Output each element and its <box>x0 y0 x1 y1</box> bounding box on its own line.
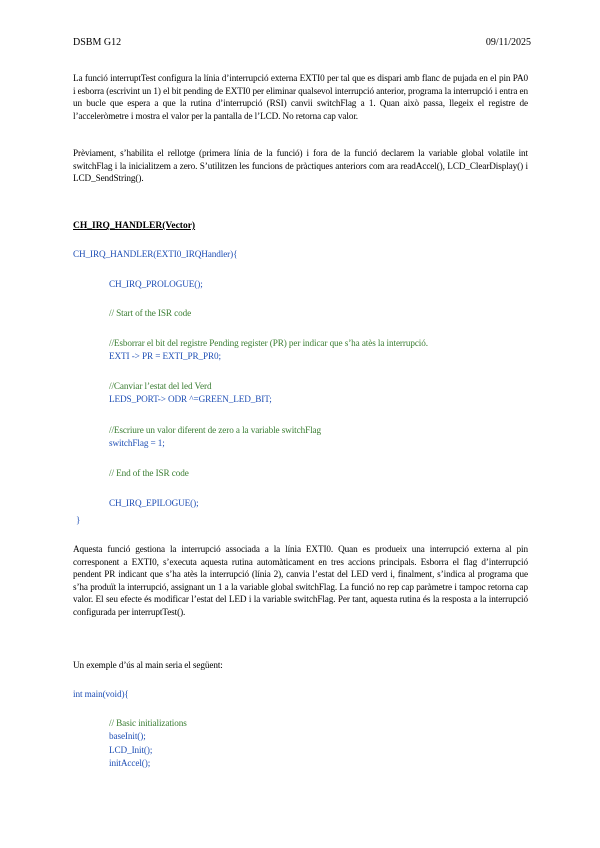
main-line-baseinit: baseInit(); <box>109 731 146 741</box>
handler-epilogue: CH_IRQ_EPILOGUE(); <box>109 498 199 508</box>
comment-start: // Start of the ISR code <box>109 308 192 318</box>
explanation-paragraph: Aquesta funció gestiona la interrupció associada a la línia EXTI0. Quan es produeix una interrupció externa al pin corresponent a EXTI0, s’executa aquesta rutina automàticament en tres accions principals. Esborra el flag d’interrupció pendent PR indicant que s’ha atès la interrupció (línia 2), canvia l’estat del LED verd i, finalment, s’indica al programa que s’ha produït la interrupció, assignant un 1 a la variable global switchFlag. La funció no rep cap paràmetre i tampoc retorna cap valor. El seu efecte és modificar l’estat del LED i la variable switchFlag. Per tant, aquesta rutina és la resposta a la interrupció configurada per interruptTest(). <box>73 544 528 617</box>
section-heading: CH_IRQ_HANDLER(Vector) <box>73 221 196 231</box>
comment-end: // End of the ISR code <box>109 468 189 478</box>
header-course: DSBM G12 <box>73 37 122 48</box>
line-led: LEDS_PORT-> ODR ^=GREEN_LED_BIT; <box>109 394 272 404</box>
main-line-initaccel: initAccel(); <box>109 758 151 768</box>
main-comment-init: // Basic initializations <box>109 718 187 728</box>
intro-paragraph-1: La funció interruptTest configura la línia d’interrupció externa EXTI0 per tal que es dispari amb flanc de pujada en el pin PA0 i esborra (escrivint un 1) el bit pending de EXTI0 per eliminar qualsevol interrupció anterior, programa la interrupció i entra en un bucle que espera a que la rutina d’interrupció (RSI) canvii switchFlag a 1. Quan això passa, llegeix el registre de l’acceleròmetre i mostra el valor per la pantalla de l’LCD. No retorna cap valor. <box>73 73 528 121</box>
line-flag: switchFlag = 1; <box>109 438 165 448</box>
comment-led: //Canviar l’estat del led Verd <box>109 381 212 391</box>
handler-prologue: CH_IRQ_PROLOGUE(); <box>109 279 203 289</box>
main-line-lcdinit: LCD_Init(); <box>109 745 153 755</box>
example-intro: Un exemple d’ús al main seria el següent: <box>73 660 223 670</box>
main-signature: int main(void){ <box>73 689 129 699</box>
line-pr: EXTI -> PR = EXTI_PR_PR0; <box>109 351 221 361</box>
intro-paragraph-2: Prèviament, s’habilita el rellotge (primera línia de la funció) i fora de la funció declarem la variable global volatile int switchFlag i la inicialitzem a zero. S’utilitzen les funcions de pràctiques anteriors com ara readAccel(), LCD_ClearDisplay() i LCD_SendString(). <box>73 148 528 184</box>
header-date: 09/11/2025 <box>485 37 531 48</box>
handler-close-brace: } <box>76 515 81 525</box>
comment-flag: //Escriure un valor diferent de zero a la variable switchFlag <box>109 425 322 435</box>
handler-signature: CH_IRQ_HANDLER(EXTI0_IRQHandler){ <box>73 249 238 259</box>
comment-pending: //Esborrar el bit del registre Pending register (PR) per indicar que s’ha atès la interrupció. <box>109 338 428 348</box>
